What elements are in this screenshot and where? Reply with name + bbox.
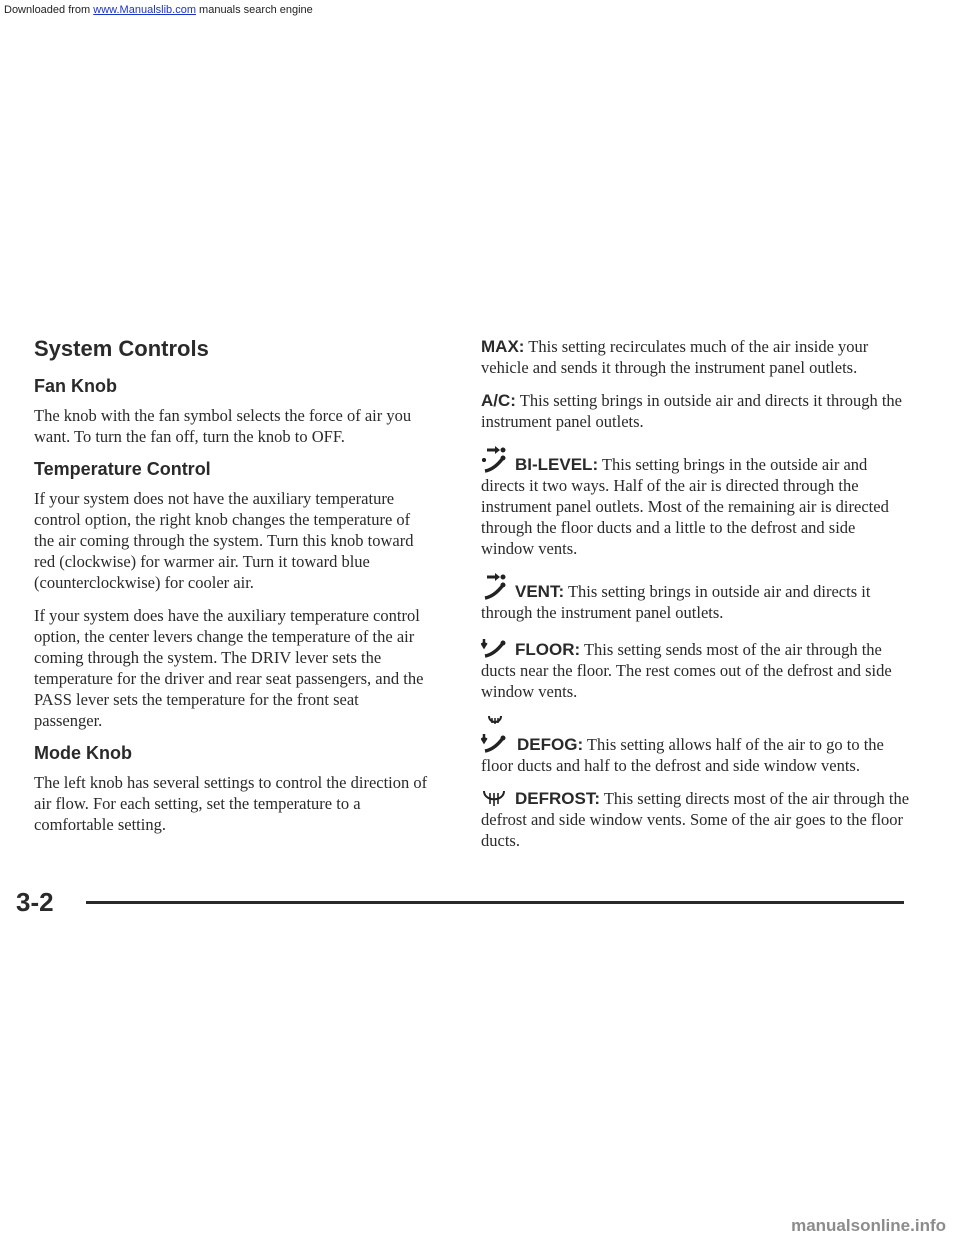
floor-text: This setting sends most of the air through the ducts near the floor. The rest comes out of the defrost and side window vents. — [481, 640, 892, 701]
temperature-text-1: If your system does not have the auxiliary temperature control option, the right knob changes the temperature of the air coming through the system. Turn this knob toward red (clockwise) for warmer air. Turn it toward blue (counterclockwise) for cooler air. — [34, 489, 414, 592]
floor-setting — [481, 635, 911, 702]
temperature-text-2: If your system does have the auxiliary temperature control option, the center levers change the temperature of the air coming through the system. The DRIV lever sets the temperature for the driver and rear seat passengers, and the PASS lever sets the temperature for the front seat passenger. — [34, 606, 424, 730]
footer-rule — [86, 901, 904, 904]
floor-icon — [481, 635, 507, 659]
defrost-label: DEFROST: — [515, 789, 600, 808]
defog-setting — [481, 714, 911, 776]
page-number: 3-2 — [16, 887, 54, 917]
vent-setting — [481, 571, 911, 623]
section-title: System Controls — [34, 336, 209, 361]
vent-text: This setting brings in outside air and directs it through the instrument panel outlets. — [481, 582, 871, 622]
max-label: MAX: — [481, 337, 525, 356]
max-text: This setting recirculates much of the air inside your vehicle and sends it through the instrument panel outlets. — [481, 337, 869, 377]
bilevel-text: This setting brings in the outside air and directs it two ways. Half of the air is directed through the instrument panel outlets. Most of the remaining air is directed through the floor ducts and a little to the defrost and side window vents. — [481, 455, 889, 558]
bilevel-label: BI-LEVEL: — [515, 455, 599, 474]
fan-knob-heading: Fan Knob — [34, 376, 117, 396]
mode-knob-heading: Mode Knob — [34, 743, 132, 763]
download-banner — [0, 0, 960, 20]
ac-label: A/C: — [481, 391, 516, 410]
manualslib-link[interactable]: www.Manualslib.com — [93, 4, 196, 16]
floor-label: FLOOR: — [515, 640, 581, 659]
max-setting — [481, 336, 911, 378]
defog-label: DEFOG: — [517, 735, 584, 754]
defog-text: This setting allows half of the air to go to the floor ducts and half to the defrost and side window vents. — [481, 735, 884, 775]
ac-text: This setting brings in outside air and directs it through the instrument panel outlets. — [481, 391, 902, 431]
mode-knob-text: The left knob has several settings to control the direction of air flow. For each setting, set the temperature to a comfortable setting. — [34, 773, 428, 834]
bilevel-setting — [481, 444, 911, 559]
banner-suffix: manuals search engine — [195, 4, 313, 16]
bilevel-icon — [481, 444, 507, 474]
defrost-setting — [481, 788, 911, 851]
vent-icon — [481, 571, 507, 601]
defrost-icon — [481, 788, 507, 808]
watermark: manualsonline.info — [791, 1216, 946, 1235]
defrost-text: This setting directs most of the air through the defrost and side window vents. Some of the air goes to the floor ducts. — [481, 789, 910, 850]
left-column — [34, 336, 430, 847]
fan-knob-text: The knob with the fan symbol selects the force of air you want. To turn the fan off, turn the knob to OFF. — [34, 406, 412, 446]
banner-prefix: Downloaded from — [4, 4, 94, 16]
temperature-control-heading: Temperature Control — [34, 459, 211, 479]
defog-icon — [481, 714, 509, 754]
ac-setting — [481, 390, 911, 432]
vent-label: VENT: — [515, 582, 565, 601]
right-column — [481, 336, 911, 863]
